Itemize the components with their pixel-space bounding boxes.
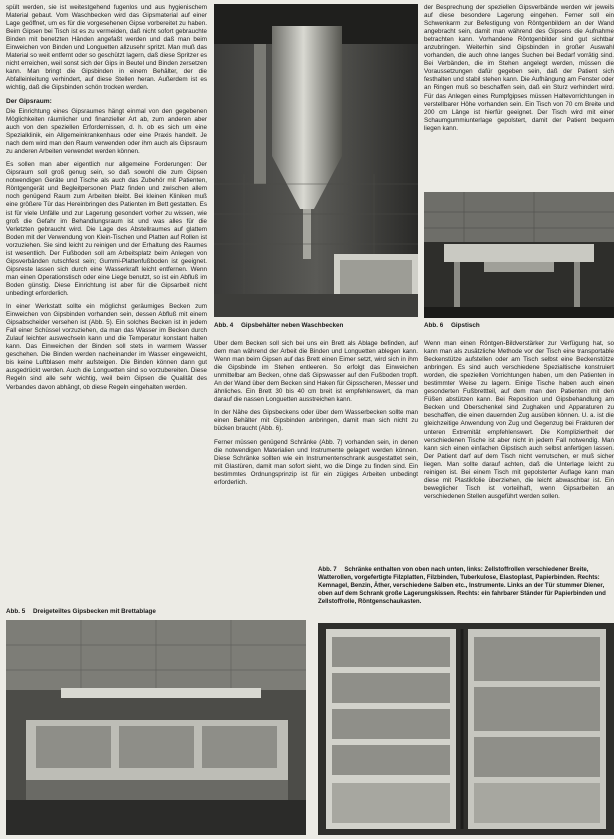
column-2-paragraph-3: Ferner müssen genügend Schränke (Abb. 7) vorhanden sein, in denen die notwendigen Materialien und Instrumente gelagert werden können. Diese Schränke sollten wie ein Instrumentenschrank ausgestattet sein, mit Glastüren, damit man sofort sieht, wo die Dinge zu finden sind. Ein bestimmtes Ordnungsprinzip ist für ein zügiges Arbeiten unbedingt erforderlich. [214, 438, 418, 486]
figure-6-caption-text: Gipstisch [451, 322, 480, 329]
column-1-paragraph-3: In einer Werkstatt sollte ein möglichst geräumiges Becken zum Einweichen von Gipsbinden vorhanden sein, dessen Abfluß mit einem Gipsabscheider versehen ist (Abb. 5). Ein solches Becken ist in jedem Fall einer Schüssel vorzuziehen, da man das Wasser im Becken durch Zulauf leichter auswechseln kann und die Temperatur konstant halten kann. Das Einweichen der Binden soll stets in warmem Wasser geschehen. Die Binden werden nacheinander im Wasser eingeweicht, bis keine Luftblasen mehr aufsteigen. Die Binden können dann gut ausgedrückt werden. Auch die Longuetten sind so vorzubereiten. Diese Regeln sind alle sehr wichtig, weil beim Gipsen die Qualität des Verbandes davon abhängt, ob diese Regeln eingehalten werden. [6, 303, 207, 391]
column-4-text [424, 340, 614, 560]
figure-4-caption-text: Gipsbehälter neben Waschbecken [241, 322, 344, 329]
column-2-paragraph-1: Über dem Becken soll sich bei uns ein Brett als Ablage befinden, auf dem man während der Arbeit die Binden und Longuetten ablegen kann. Wenn man beim Gipsen auf das Brett einen Eimer setzt, wird sich in ihm die Gipsbinde im Stehen entleeren. So erfolgt das Einweichen unmittelbar am Becken, ohne daß Gipswasser auf den Fußboden tropft. An der Wand über dem Becken sind Haken für Gipsscheren, Messer und ähnliches. Ein Brett 30 bis 40 cm breit ist empfehlenswert, da man darauf die nassen Longuetten ausstreichen kann. [214, 340, 418, 404]
column-2-text [214, 340, 418, 582]
figure-6-photo [424, 192, 614, 318]
column-4-paragraph-1: Wenn man einen Röntgen-Bildverstärker zur Verfügung hat, so kann man als zusätzliche Methode vor der Tisch eine transportable Beckenstütze aufstellen oder am Tisch selbst eine Beckenstütze anbringen. Es sind auch verschiedene Spezialtische konstruiert worden, die speziellen Vorrichtungen haben, um den Patienten in bestimmter Weise zu lagern. Einige Tische haben auch einen gesonderten Fußbrettteil, auf dem man den Patienten mit den Füßen abstützen kann. Bei Reposition und Gipsbehandlung am Becken und Oberschenkel sind Zughaken und Apparaturen zu beschaffen, die einen dauernden Zug ausüben können. U. a. ist die gleichzeitige Anwendung von Zug und Gegenzug bei Frakturen der unteren Extremität empfehlenswert. Die Kompliziertheit der verschiedenen Tische ist aber nicht in jedem Fall notwendig. Man kann sich einen einfachen Gipstisch auch selbst anfertigen lassen. Der Patient darf auf dem Tisch nicht verrutschen, er muß sicher liegen. Man sollte darauf achten, daß die Unterlage leicht zu reinigen ist. Bei einem Tisch mit gepolsterter Auflage kann man diese mit Plastikfolie überziehen, die leicht abwaschbar ist. Ein beweglicher Tisch ist vorteilhaft, wenn Gipsarbeiten an verschiedenen Stellen ausgeführt werden sollen. [424, 340, 614, 500]
column-3-paragraph-1: der Besprechung der speziellen Gipsverbände werden wir jeweils auf diese besondere Lagerung eingehen. Ferner soll ein Schwenkarm zur Befestigung von Röntgenbildern an der Wand angebracht sein, damit man während des Gipsens die Aufnahme betrachten kann. Vorhandene Röntgenbilder sind gut sichtbar anzubringen. Weiterhin sind Gipsbinden in großer Auswahl vorhanden, die auch ohne langes Suchen bei Bedarf vorrätig sind. Bei Verbänden, die im Stehen angelegt werden, müssen die Voraussetzungen dafür gegeben sein, daß der Patient sich festhalten und stabil stehen kann. Die Aufhängung am Fenster oder an Ringen muß so beschaffen sein, daß ein Sturz verhindert wird. Für das Anlegen eines Rumpfgipses müssen Haltevorrichtungen in verstellbarer Höhe vorhanden sein. Ein Tisch von 70 cm Breite und 200 cm Länge ist hierfür geeignet. Der Tisch wird mit einer Schaumgummiunterlage gepolstert, damit der Patient bequem liegen kann. [424, 4, 614, 132]
column-1-paragraph-2: Es sollen man aber eigentlich nur allgemeine Forderungen: Der Gipsraum soll groß genug sein, so daß sowohl die zum Gipsen notwendigen Geräte und Tische als auch das Zubehör mit Patienten, Röntgengerät und Begleitpersonen Platz finden und zwischen allem noch genügend Raum zum Arbeiten bleibt. Bei kleinen Kliniken muß eine größere Tür das Hereinbringen des Patienten im Bett gestatten. Es ist für viele Unfälle und zur Lagerung gesondert vorher zu wissen, wie groß die Gefahr im Behandlungsraum ist und was alles für die Verletzten gebraucht wird. Die Lage des Abstellraumes auf glattem Boden mit der Verwendung von Klein-Tischen und Platten auf Rollen ist vorzuziehen. Sie sind leicht zu reinigen und der Erhaltung des Raumes ist wesentlich. Der Fußboden soll am Arbeitsplatz beim Anlegen von Gipsverbänden rutschfest sein; Gummi-Plattenfußboden ist geeignet. Gipsreste lassen sich durch eine Wasserkraft leicht entfernen. Wenn man einen Operationstisch oder eine Liege benutzt, so ist ein Abfluß im Boden günstig. Diese Einrichtung ist aber für die Gipsarbeit nicht unbedingt erforderlich. [6, 161, 207, 297]
figure-5-photo [6, 620, 306, 835]
figure-4-image [214, 4, 418, 317]
figure-7-caption [318, 566, 614, 606]
figure-4-photo [214, 4, 418, 317]
figure-6-caption [424, 322, 614, 330]
section-heading-gipsraum: Der Gipsraum: [6, 97, 52, 105]
figure-5-caption [6, 608, 306, 616]
figure-4-caption [214, 322, 418, 330]
figure-5-image [6, 620, 306, 835]
figure-4-number: Abb. 4 [214, 322, 234, 329]
figure-6-number: Abb. 6 [424, 322, 444, 329]
column-2-paragraph-2: In der Nähe des Gipsbeckens oder über dem Wasserbecken sollte man einen Behälter mit Gipsbinden anbringen, damit man sich nicht zu bücken braucht (Abb. 6). [214, 409, 418, 433]
figure-7-image [318, 623, 614, 835]
column-3-text [424, 4, 614, 190]
figure-7-caption-text: Schränke enthalten von oben nach unten, links: Zellstoffrollen verschiedener Breite, Watterollen, vorgefertigte Filzplatten, Filzbinden, Tuberkulose, Elastoplast, Papierbinden. Rechts: Kemnagel, Benzin, Äther, verschiedene Salben etc., Instrumente. Links an der Tür stummer Diener, oben auf dem Schrank große Lagerungskissen. Rechts: ein fahrbarer Ständer für Papierbinden und Zellstoffrolle, Röntgenschaukasten. [318, 566, 606, 605]
column-1-paragraph-1: Die Einrichtung eines Gipsraumes hängt einmal von den gegebenen Möglichkeiten räumlicher und finanzieller Art ab, zum anderen aber auch von den speziellen Erfordernissen, d. h. ob es sich um eine Spezialklinik, ein Allgemeinkrankenhaus oder eine Praxis handelt. Je nach dem wird man den Raum verwenden oder ihm auch als Gipsraum zu anderen Arbeiten verwendet werden können. [6, 107, 207, 156]
column-1-text [6, 4, 207, 604]
column-1-intro: spült werden, sie ist weitestgehend fugenlos und aus hygienischem Material gebaut. Vom Waschbecken wird das Gipsmaterial auf einer Lage geöffnet, um es für die vorgesehenen Gipse vorbereitet zu haben. Beim Gipsen bei Tisch ist es zu vermeiden, daß nicht sofort gebrauchte Binden mit benetzten Händen angefaßt werden und daß man beim Einweichen von Binden und Longuetten allzusehr spritzt. Man muß das Material so weit entfernt oder so geschützt lagern, daß diese Spritzer es nicht erreichen, weil sonst sich der Gips in Beutel und Binden zersetzen kann. Man bringt die Gipsbinden in einem Behälter, der die Abfalleinleitung verhindert, auf diese Stellen heran. Außerdem ist es wichtig, daß die Gipsbinden schön trocken werden. [6, 4, 207, 92]
figure-7-photo [318, 623, 614, 835]
figure-7-number: Abb. 7 [318, 566, 337, 573]
figure-6-image [424, 192, 614, 318]
figure-5-caption-text: Dreigeteiltes Gipsbecken mit Brettablage [33, 608, 156, 615]
figure-5-number: Abb. 5 [6, 608, 26, 615]
